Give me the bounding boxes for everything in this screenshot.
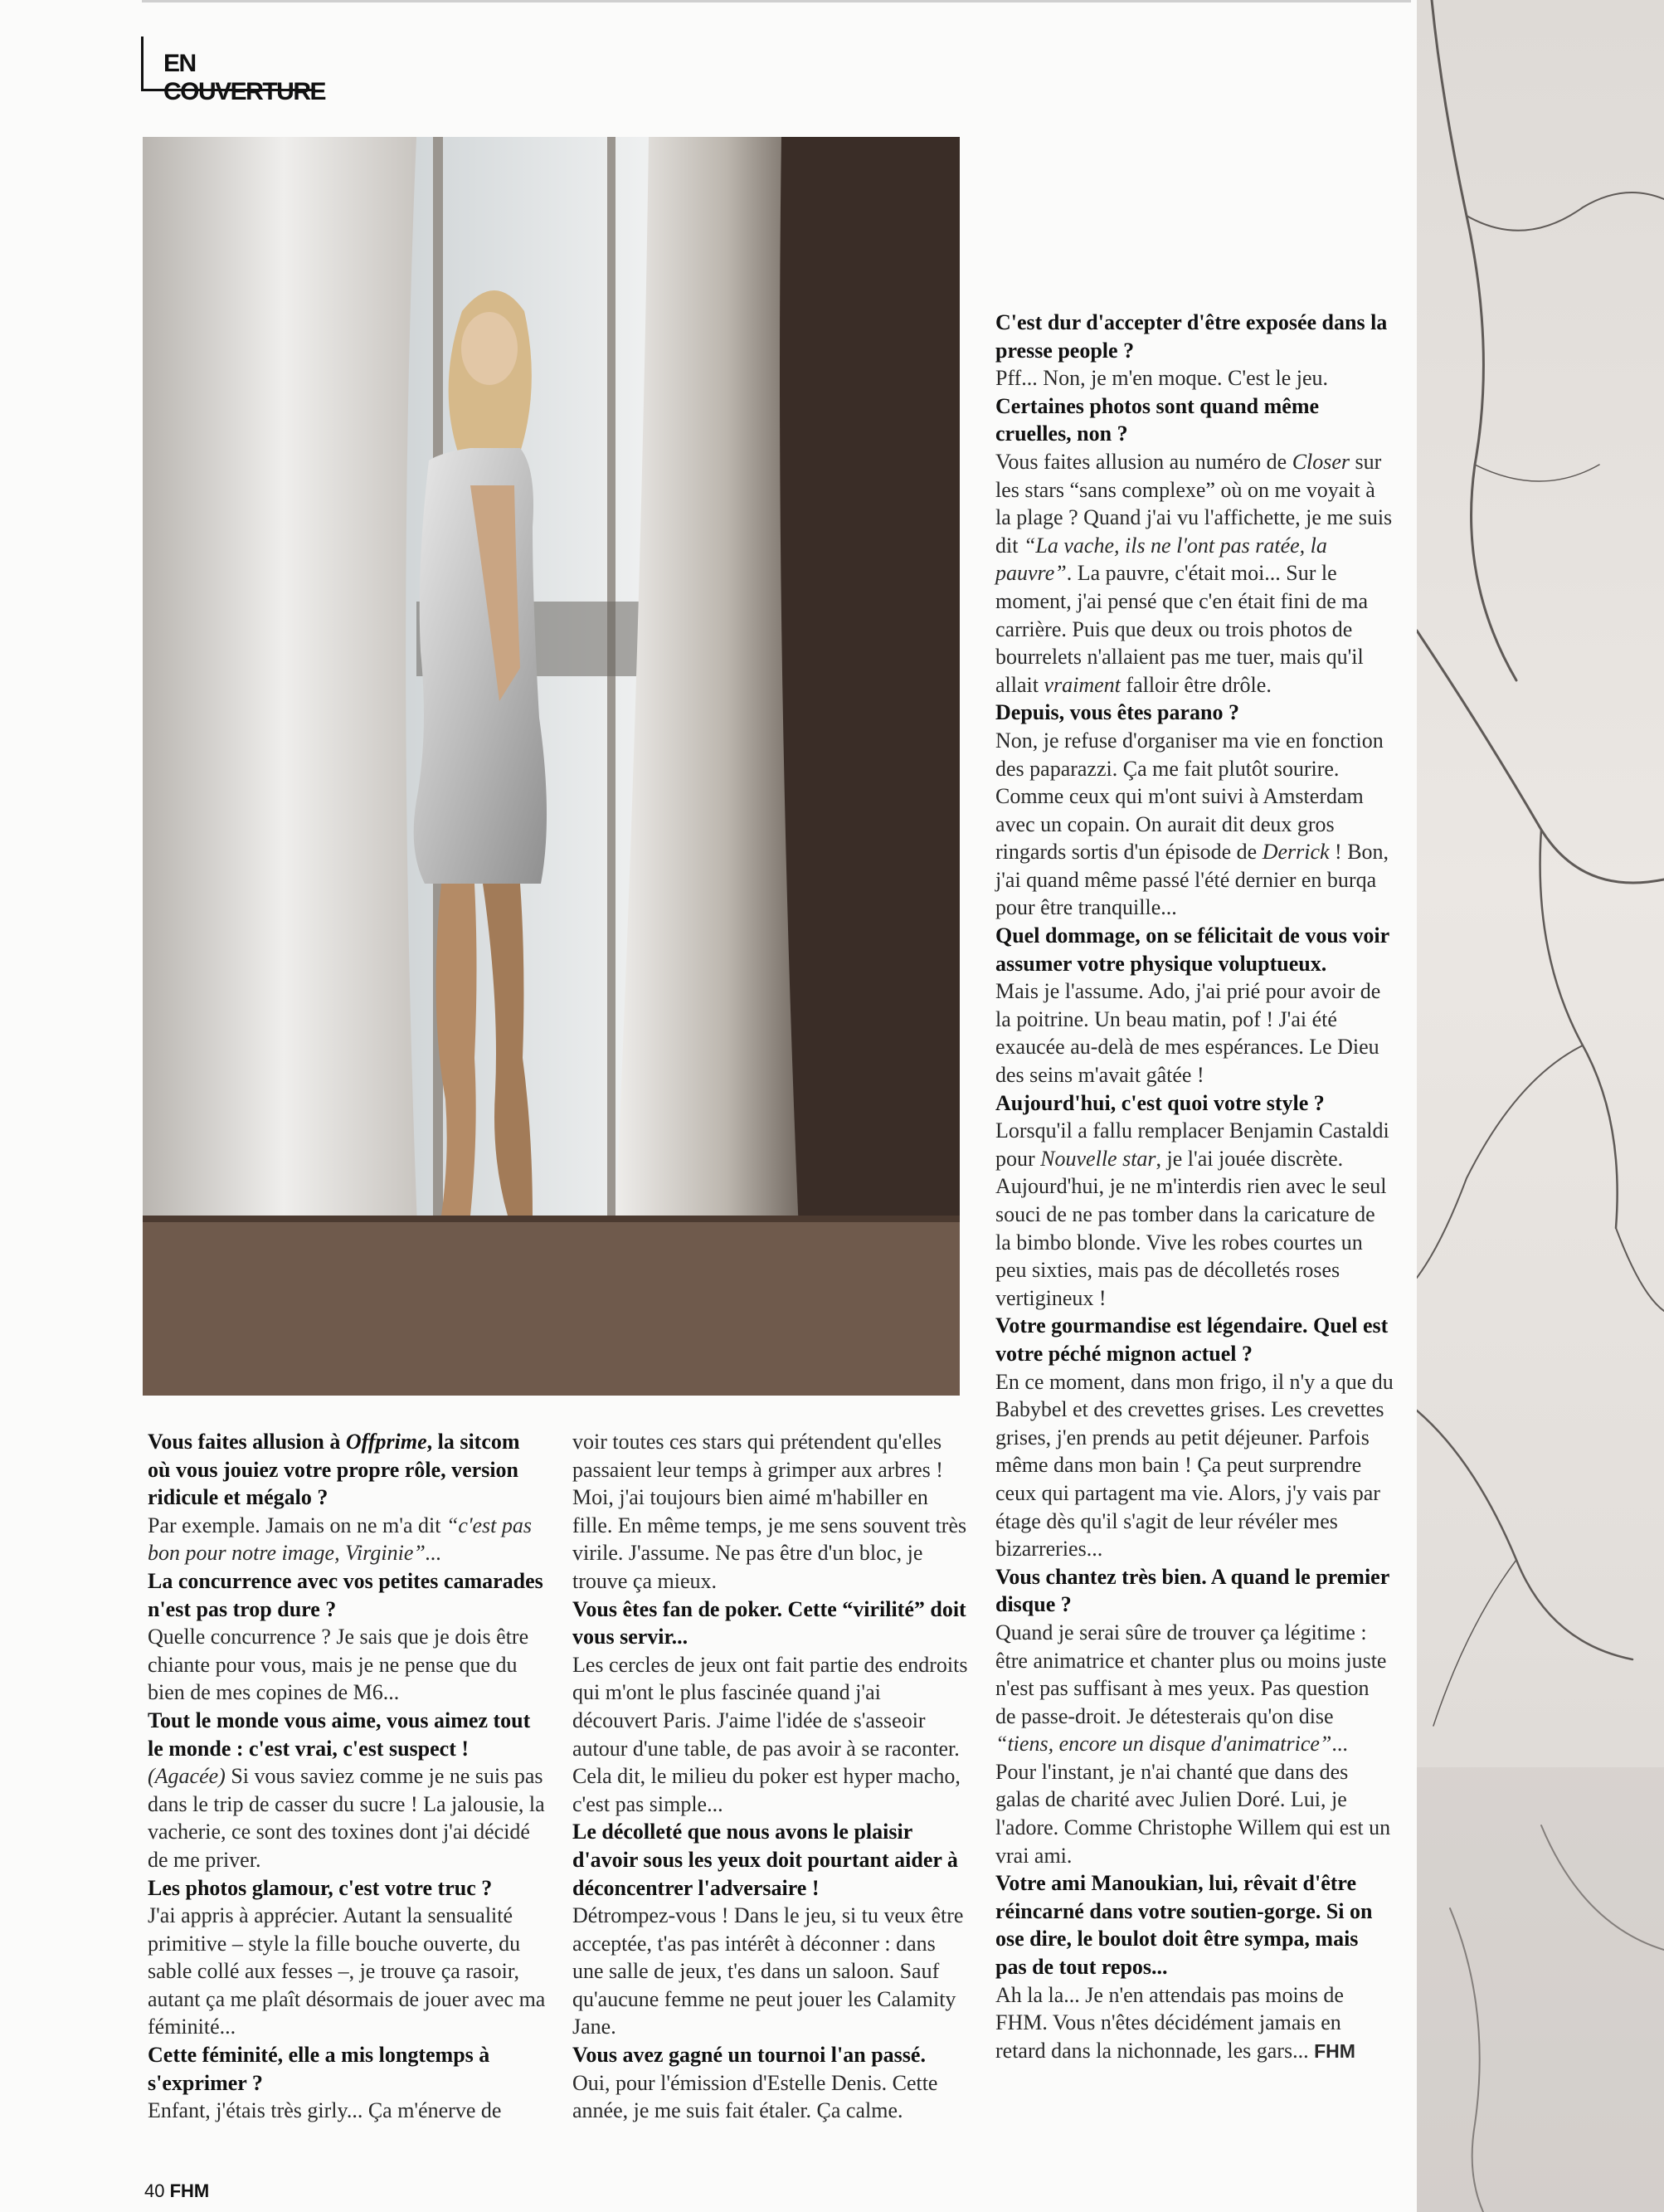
- question: Aujourd'hui, c'est quoi votre style ?: [995, 1090, 1325, 1115]
- question: Vous êtes fan de poker. Cette “virilité” doit vous servir...: [572, 1596, 966, 1649]
- answer: Lorsqu'il a fallu remplacer Benjamin Castaldi pour Nouvelle star, je l'ai jouée discrète. Aujourd'hui, je ne m'interdis rien avec le seul souci de ne pas tomber dans la caricature de la bimbo blonde. Vive les robes courtes un peu sixties, mais pas de décolletés roses vertigineux !: [995, 1118, 1389, 1310]
- question: Votre ami Manoukian, lui, rêvait d'être réincarné dans votre soutien-gorge. Si on ose dire, le boulot doit être sympa, mais pas de tout repos...: [995, 1871, 1373, 1980]
- question: C'est dur d'accepter d'être exposée dans la presse people ?: [995, 310, 1388, 363]
- answer: Non, je refuse d'organiser ma vie en fonction des paparazzi. Ça me fait plutôt sourire. Comme ceux qui m'ont suivi à Amsterdam avec un copain. On aurait dit deux gros ringards sortis d'un épisode de Derrick ! Bon, j'ai quand même passé l'été dernier en burqa pour être tranquille...: [995, 728, 1389, 920]
- marble-panel: [1417, 0, 1664, 2212]
- answer: En ce moment, dans mon frigo, il n'y a que du Babybel et des crevettes grises. Les crevettes grises, j'en prends au petit déjeuner. Parfois même dans mon bain ! Ça peut surprendre ceux qui partagent ma vie. Alors, j'y vais par étage dès qu'il s'agit de leur révéler mes bizarreries...: [995, 1369, 1394, 1562]
- answer: Mais je l'assume. Ado, j'ai prié pour avoir de la poitrine. Un beau matin, pof ! J'ai été exaucée au-delà de mes espérances. Le Dieu des seins m'avait gâtée !: [995, 979, 1381, 1088]
- answer: (Agacée) Si vous saviez comme je ne suis pas dans le trip de casser du sucre ! La jalousie, la vacherie, ce sont des toxines dont j'ai décidé de me priver.: [148, 1764, 545, 1872]
- answer: voir toutes ces stars qui prétendent qu'elles passaient leur temps à grimper aux arbres ! Moi, j'ai toujours bien aimé m'habiller en fille. En même temps, je me sens souvent très virile. J'assume. Ne pas être d'un bloc, je trouve ça mieux.: [572, 1430, 967, 1593]
- folio: [144, 2180, 209, 2202]
- cover-photo: [143, 137, 960, 1396]
- question: Le décolleté que nous avons le plaisir d'avoir sous les yeux doit pourtant aider à déconcentrer l'adversaire !: [572, 1820, 958, 1900]
- answer: Détrompez-vous ! Dans le jeu, si tu veux être acceptée, t'as pas intérêt à déconner : dans une salle de jeux, t'es dans un saloon. Sauf qu'aucune femme ne peut jouer les Calamity Jane.: [572, 1903, 964, 2039]
- question: Depuis, vous êtes parano ?: [995, 700, 1239, 725]
- question: Votre gourmandise est légendaire. Quel est votre péché mignon actuel ?: [995, 1313, 1389, 1366]
- photo-illustration: [143, 137, 960, 1396]
- question: Vous avez gagné un tournoi l'an passé.: [572, 2043, 926, 2068]
- question: Quel dommage, on se félicitait de vous voir assumer votre physique voluptueux.: [995, 923, 1389, 976]
- text-column-1: [148, 1428, 546, 2125]
- question: Cette féminité, elle a mis longtemps à s'exprimer ?: [148, 2043, 490, 2095]
- answer: Par exemple. Jamais on ne m'a dit “c'est pas bon pour notre image, Virginie”...: [148, 1513, 532, 1566]
- answer: J'ai appris à apprécier. Autant la sensualité primitive – style la fille bouche ouverte, du sable collé aux fesses –, je trouve ça rasoir, autant ça me plaît désormais de jouer avec ma féminité...: [148, 1903, 546, 2039]
- question: Certaines photos sont quand même cruelles, non ?: [995, 393, 1320, 446]
- brand-name: FHM: [169, 2180, 210, 2201]
- text-column-3: [995, 309, 1394, 2065]
- section-label: EN COUVERTURE: [141, 37, 315, 91]
- text-column-2: [572, 1428, 971, 2125]
- question: Les photos glamour, c'est votre truc ?: [148, 1875, 493, 1900]
- answer: Vous faites allusion au numéro de Closer sur les stars “sans complexe” où on me voyait à la plage ? Quand j'ai vu l'affichette, je me suis dit “La vache, ils ne l'ont pas ratée, la pauvre”. La pauvre, c'était moi... Sur le moment, j'ai pensé que c'en était fini de ma carrière. Puis que deux ou trois photos de bourrelets n'allaient pas me tuer, mais qu'il allait vraiment falloir être drôle.: [995, 449, 1393, 697]
- answer: Les cercles de jeux ont fait partie des endroits qui m'ont le plus fascinée quand j'ai découvert Paris. J'aime l'idée de s'asseoir autour d'une table, de pas avoir à se raconter. Cela dit, le milieu du poker est hyper macho, c'est pas simple...: [572, 1652, 968, 1816]
- answer: Ah la la... Je n'en attendais pas moins de FHM. Vous n'êtes décidément jamais en retard dans la nichonnade, les gars... FHM: [995, 1982, 1355, 2063]
- marble-veins: [1417, 0, 1664, 2212]
- answer: Pff... Non, je m'en moque. C'est le jeu.: [995, 366, 1328, 391]
- answer: Enfant, j'étais très girly... Ça m'énerve de: [148, 2098, 502, 2123]
- question: Vous faites allusion à Offprime, la sitcom où vous jouiez votre propre rôle, version ridicule et mégalo ?: [148, 1430, 520, 1510]
- header-rule: [142, 0, 1411, 2]
- answer: Oui, pour l'émission d'Estelle Denis. Cette année, je me suis fait étaler. Ça calme.: [572, 2070, 938, 2123]
- answer: Quand je serai sûre de trouver ça légitime : être animatrice et chanter plus ou moins juste n'est pas suffisant à mes yeux. Pas question de passe-droit. Je détesterais qu'on dise “tiens, encore un disque d'animatrice”... Pour l'instant, je n'ai chanté que dans des galas de charité avec Julien Doré. Lui, je l'adore. Comme Christophe Willem qui est un vrai ami.: [995, 1620, 1391, 1868]
- signoff-logo: FHM: [1314, 2039, 1355, 2062]
- question: Tout le monde vous aime, vous aimez tout le monde : c'est vrai, c'est suspect !: [148, 1708, 531, 1761]
- question: Vous chantez très bien. A quand le premier disque ?: [995, 1564, 1389, 1617]
- page-number: 40: [144, 2180, 165, 2201]
- question: La concurrence avec vos petites camarades n'est pas trop dure ?: [148, 1568, 543, 1621]
- answer: Quelle concurrence ? Je sais que je dois être chiante pour vous, mais je ne pense que du bien de mes copines de M6...: [148, 1625, 529, 1705]
